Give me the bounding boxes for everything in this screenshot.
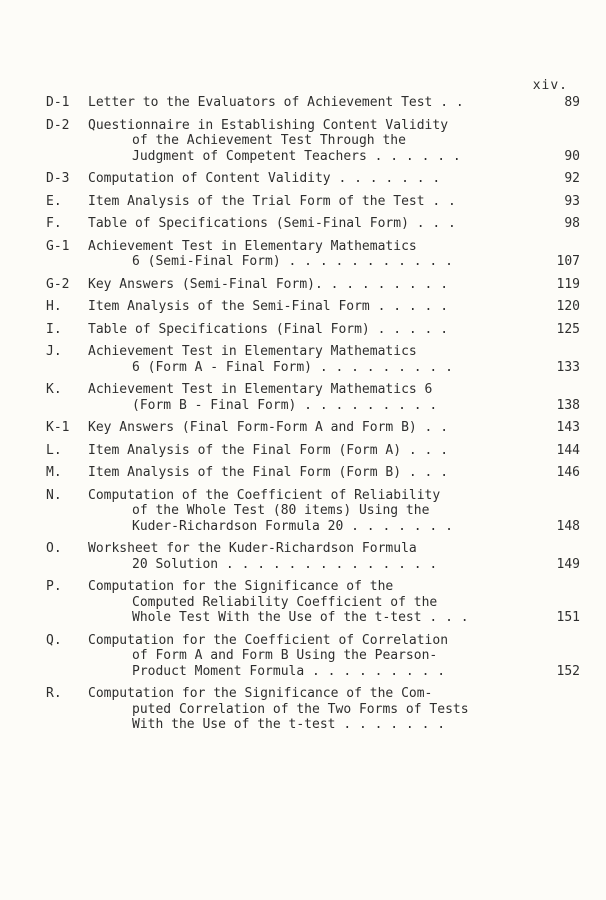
toc-entry-line: of the Whole Test (80 items) Using the (132, 503, 430, 518)
toc-entry (40, 465, 580, 481)
toc-entry-code: L. (46, 442, 62, 458)
toc-entry-line: Whole Test With the Use of the t-test . . . (132, 610, 469, 625)
toc-entry-page-number: 125 (556, 321, 580, 337)
toc-entry-line: puted Correlation of the Two Forms of Tests (132, 701, 469, 717)
toc-entry-line: Computation for the Significance of the Com- (88, 686, 433, 701)
toc-entry (40, 382, 580, 413)
toc-entry-page-number: 144 (556, 442, 580, 458)
toc-entry (40, 541, 580, 572)
page-number: xiv. (532, 78, 568, 93)
toc-entry (40, 171, 580, 187)
toc-entry-line: Item Analysis of the Final Form (Form A) . . . (88, 442, 449, 458)
toc-entry-line: Letter to the Evaluators of Achievement Test . . (88, 95, 464, 110)
toc-entry-code: J. (46, 344, 62, 359)
toc-entry-line: Computation of Content Validity . . . . . . . (88, 171, 441, 186)
toc-entry-line: Judgment of Competent Teachers . . . . . . (132, 148, 461, 164)
toc-entry (40, 686, 580, 733)
toc-entry-line: Product Moment Formula . . . . . . . . . (132, 663, 446, 679)
toc-entry-page-number: 148 (556, 518, 580, 534)
toc-entry-line: Kuder-Richardson Formula 20 . . . . . . . (132, 518, 453, 534)
toc-entry-line: Questionnaire in Establishing Content Validity (88, 117, 449, 133)
toc-entry-code: E. (46, 193, 62, 209)
toc-entry (40, 322, 580, 338)
toc-entry-page-number: 107 (556, 254, 580, 269)
toc-entry-code: I. (46, 321, 62, 337)
toc-entry (40, 488, 580, 535)
toc-entry-page-number: 138 (556, 397, 580, 413)
toc-entry-page-number: 152 (556, 663, 580, 679)
toc-entry (40, 633, 580, 680)
toc-entry-line: Achievement Test in Elementary Mathematics (88, 344, 417, 359)
toc-entry-line: of the Achievement Test Through the (132, 133, 406, 148)
toc-entry-code: F. (46, 216, 62, 231)
toc-entry-page-number: 93 (564, 193, 580, 209)
toc-entry (40, 420, 580, 436)
toc-entry (40, 299, 580, 315)
toc-entry-line: Computation for the Coefficient of Correlation (88, 632, 449, 648)
toc-entry-page-number: 149 (556, 556, 580, 572)
toc-entry-line: Computation for the Significance of the (88, 579, 394, 594)
toc-entry (40, 216, 580, 232)
toc-entry-line: Table of Specifications (Semi-Final Form) . . . (88, 216, 456, 231)
toc-entry (40, 239, 580, 270)
toc-entry-line: Item Analysis of the Final Form (Form B) . . . (88, 465, 449, 480)
toc-entry-line: (Form B - Final Form) . . . . . . . . . (132, 397, 438, 413)
toc-entry-page-number: 146 (556, 465, 580, 480)
toc-entry-code: G-1 (46, 238, 70, 254)
toc-entry (40, 118, 580, 165)
toc-entry-line: of Form A and Form B Using the Pearson- (132, 648, 438, 663)
toc-entry-page-number: 143 (556, 420, 580, 435)
toc-entry-code: P. (46, 579, 62, 594)
toc-entry (40, 194, 580, 210)
toc-entry-page-number: 120 (556, 299, 580, 314)
toc-entry-line: Computed Reliability Coefficient of the (132, 594, 438, 610)
toc-entry (40, 579, 580, 626)
toc-entry-code: H. (46, 299, 62, 314)
toc-entry-page-number: 133 (556, 359, 580, 375)
toc-entry-code: K-1 (46, 420, 70, 435)
toc-entry-code: G-2 (46, 276, 70, 292)
toc-entry-line: Key Answers (Semi-Final Form). . . . . . . . . (88, 276, 449, 292)
toc-entry-page-number: 89 (564, 95, 580, 110)
toc-entry-page-number: 151 (556, 610, 580, 625)
toc-entry-code: K. (46, 382, 62, 397)
toc-entry-line: Key Answers (Final Form-Form A and Form B) . . (88, 420, 449, 435)
toc-entry-page-number: 92 (564, 171, 580, 186)
toc-entry-page-number: 98 (564, 216, 580, 231)
toc-entry-code: Q. (46, 632, 62, 648)
toc-entry-code: N. (46, 487, 62, 503)
toc-entry-code: O. (46, 541, 62, 556)
table-of-contents (40, 95, 580, 740)
toc-entry-line: 6 (Form A - Final Form) . . . . . . . . . (132, 359, 453, 375)
toc-entry-line: Achievement Test in Elementary Mathematics (88, 238, 417, 254)
toc-entry-line: 20 Solution . . . . . . . . . . . . . . (132, 556, 438, 572)
toc-entry-line: 6 (Semi-Final Form) . . . . . . . . . . . (132, 254, 453, 269)
toc-entry-code: D-1 (46, 95, 70, 110)
toc-entry-line: Item Analysis of the Trial Form of the Test . . (88, 193, 456, 209)
toc-entry (40, 277, 580, 293)
toc-entry-line: With the Use of the t-test . . . . . . . (132, 717, 446, 732)
toc-entry-code: M. (46, 465, 62, 480)
toc-entry-line: Computation of the Coefficient of Reliability (88, 487, 441, 503)
toc-entry-line: Achievement Test in Elementary Mathematics 6 (88, 382, 433, 397)
toc-entry-line: Table of Specifications (Final Form) . . . . . (88, 321, 449, 337)
toc-entry-page-number: 90 (564, 148, 580, 164)
toc-entry-code: D-3 (46, 171, 70, 186)
toc-entry (40, 95, 580, 111)
toc-entry-page-number: 119 (556, 276, 580, 292)
toc-entry (40, 443, 580, 459)
toc-entry-line: Item Analysis of the Semi-Final Form . . . . . (88, 299, 449, 314)
toc-entry (40, 344, 580, 375)
toc-entry-code: R. (46, 686, 62, 701)
toc-entry-code: D-2 (46, 117, 70, 133)
toc-entry-line: Worksheet for the Kuder-Richardson Formula (88, 541, 417, 556)
